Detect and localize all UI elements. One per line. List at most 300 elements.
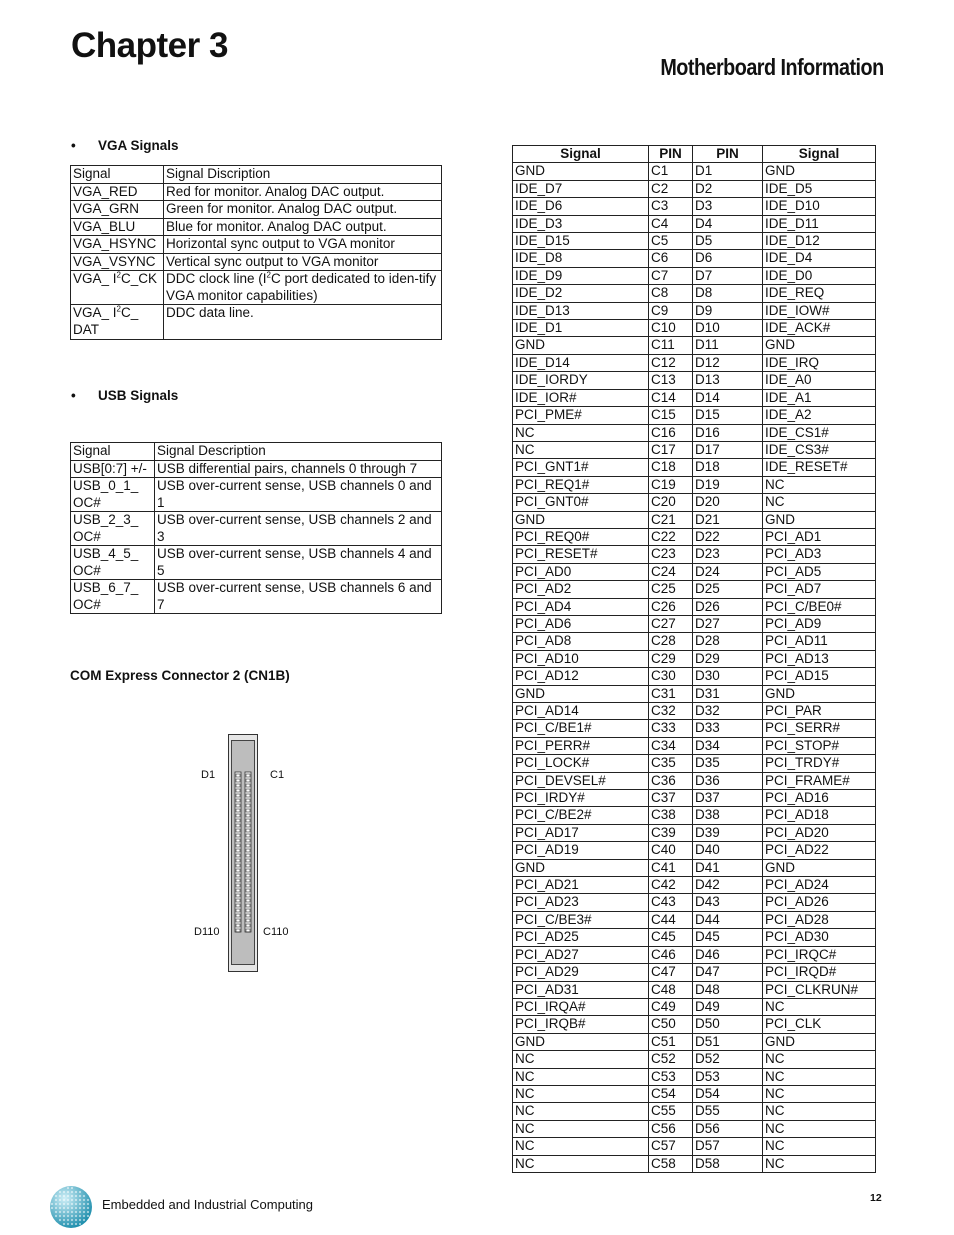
logo-dot xyxy=(63,1219,65,1221)
signal-c: PCI_AD21 xyxy=(513,877,649,894)
table-row xyxy=(513,877,876,894)
signal-description: USB differential pairs, channels 0 through 7 xyxy=(155,460,442,478)
signal-description: Red for monitor. Analog DAC output. xyxy=(164,183,442,201)
connector-heading: COM Express Connector 2 (CN1B) xyxy=(70,668,290,683)
pin-c: C56 xyxy=(649,1120,693,1137)
signal-d: IDE_REQ xyxy=(763,285,876,302)
signal-c: PCI_AD14 xyxy=(513,703,649,720)
pin-d: D41 xyxy=(693,859,763,876)
signal-d: IDE_A0 xyxy=(763,372,876,389)
pin-c: C3 xyxy=(649,198,693,215)
signal-c: PCI_PERR# xyxy=(513,737,649,754)
signal-name: VGA_HSYNC xyxy=(71,236,164,254)
pin-d: D11 xyxy=(693,337,763,354)
signal-c: NC xyxy=(513,1068,649,1085)
logo-dot xyxy=(67,1191,69,1193)
table-row xyxy=(513,528,876,545)
logo-dot xyxy=(75,1199,77,1201)
signal-d: PCI_AD1 xyxy=(763,528,876,545)
pin-c: C33 xyxy=(649,720,693,737)
logo-dot xyxy=(59,1191,61,1193)
pin-c: C6 xyxy=(649,250,693,267)
pin-c: C50 xyxy=(649,1016,693,1033)
bullet-icon: • xyxy=(71,388,76,403)
pin-d: D12 xyxy=(693,354,763,371)
signal-name: VGA_VSYNC xyxy=(71,253,164,271)
signal-d: NC xyxy=(763,1155,876,1172)
logo-dot xyxy=(63,1211,65,1213)
table-row xyxy=(513,563,876,580)
signal-d: PCI_AD30 xyxy=(763,929,876,946)
table-row xyxy=(513,1051,876,1068)
logo-dot xyxy=(83,1211,85,1213)
signal-description: Vertical sync output to VGA monitor xyxy=(164,253,442,271)
logo-dot xyxy=(87,1199,89,1201)
signal-c: PCI_AD4 xyxy=(513,598,649,615)
logo-dot xyxy=(75,1191,77,1193)
signal-c: IDE_IORDY xyxy=(513,372,649,389)
pin-c: C30 xyxy=(649,668,693,685)
pin-c: C25 xyxy=(649,581,693,598)
logo-dot xyxy=(71,1219,73,1221)
pin-c: C4 xyxy=(649,215,693,232)
pin-c: C51 xyxy=(649,1033,693,1050)
pin-c: C23 xyxy=(649,546,693,563)
pin-d: D48 xyxy=(693,981,763,998)
logo-dot xyxy=(79,1195,81,1197)
pin-c: C17 xyxy=(649,441,693,458)
pin-c: C14 xyxy=(649,389,693,406)
logo-dot xyxy=(55,1195,57,1197)
table-row xyxy=(513,842,876,859)
signal-name xyxy=(71,271,164,305)
table-row xyxy=(71,218,442,236)
logo-dot xyxy=(71,1207,73,1209)
company-logo-icon xyxy=(48,1184,94,1230)
logo-dot xyxy=(83,1199,85,1201)
table-row xyxy=(513,441,876,458)
table-row xyxy=(513,389,876,406)
pin-c: C5 xyxy=(649,233,693,250)
signal-name xyxy=(71,305,164,340)
pin-d: D46 xyxy=(693,946,763,963)
signal-d: IDE_A1 xyxy=(763,389,876,406)
signal-d: PCI_IRQC# xyxy=(763,946,876,963)
signal-c: NC xyxy=(513,441,649,458)
table-row xyxy=(513,737,876,754)
pin-c: C19 xyxy=(649,476,693,493)
logo-dot xyxy=(75,1203,77,1205)
pin-d: D15 xyxy=(693,407,763,424)
bullet-icon: • xyxy=(71,138,76,153)
signal-c: IDE_D7 xyxy=(513,180,649,197)
pin-d: D56 xyxy=(693,1120,763,1137)
signal-c: IDE_D14 xyxy=(513,354,649,371)
pin-d: D29 xyxy=(693,650,763,667)
logo-dot xyxy=(87,1207,89,1209)
signal-c: PCI_C/BE2# xyxy=(513,807,649,824)
table-row xyxy=(513,1138,876,1155)
table-row xyxy=(71,580,442,614)
table-row xyxy=(513,703,876,720)
pin-d: D22 xyxy=(693,528,763,545)
pin-c: C42 xyxy=(649,877,693,894)
table-row xyxy=(71,460,442,478)
pin-c: C36 xyxy=(649,772,693,789)
signal-d: NC xyxy=(763,1120,876,1137)
logo-dot xyxy=(67,1215,69,1217)
signal-c: NC xyxy=(513,1085,649,1102)
logo-dot xyxy=(71,1223,73,1225)
pin-d: D50 xyxy=(693,1016,763,1033)
superscript: 2 xyxy=(116,270,121,280)
logo-dot xyxy=(75,1195,77,1197)
table-row xyxy=(513,911,876,928)
logo-dot xyxy=(79,1211,81,1213)
pin-d: D5 xyxy=(693,233,763,250)
logo-dot xyxy=(51,1207,53,1209)
table-row xyxy=(513,859,876,876)
pin-c: C18 xyxy=(649,459,693,476)
table-row xyxy=(513,267,876,284)
pin-d: D9 xyxy=(693,302,763,319)
table-row xyxy=(513,1033,876,1050)
table-row xyxy=(513,198,876,215)
logo-dot xyxy=(79,1223,81,1225)
signal-c: IDE_D15 xyxy=(513,233,649,250)
pin-d: D6 xyxy=(693,250,763,267)
pin-c: C47 xyxy=(649,964,693,981)
signal-c: PCI_AD27 xyxy=(513,946,649,963)
pin-d: D32 xyxy=(693,703,763,720)
column-header: Signal xyxy=(513,146,649,163)
logo-dot xyxy=(75,1211,77,1213)
table-row xyxy=(513,598,876,615)
table-row xyxy=(513,964,876,981)
table-row xyxy=(71,271,442,305)
pin-d: D26 xyxy=(693,598,763,615)
signal-c: NC xyxy=(513,1138,649,1155)
signal-c: PCI_AD25 xyxy=(513,929,649,946)
pin-d: D24 xyxy=(693,563,763,580)
pin-c: C12 xyxy=(649,354,693,371)
table-row xyxy=(513,929,876,946)
pin-d: D20 xyxy=(693,494,763,511)
signal-d: IDE_RESET# xyxy=(763,459,876,476)
pin-d: D25 xyxy=(693,581,763,598)
signal-d: GND xyxy=(763,685,876,702)
pin-d: D3 xyxy=(693,198,763,215)
pin-c: C37 xyxy=(649,790,693,807)
signal-d: NC xyxy=(763,494,876,511)
signal-c: PCI_AD29 xyxy=(513,964,649,981)
logo-dot xyxy=(55,1211,57,1213)
pin-d: D1 xyxy=(693,163,763,180)
pin-c: C52 xyxy=(649,1051,693,1068)
signal-c: PCI_REQ1# xyxy=(513,476,649,493)
logo-dot xyxy=(55,1207,57,1209)
signal-description: USB over-current sense, USB channels 0 and 1 xyxy=(155,478,442,512)
pin-c: C11 xyxy=(649,337,693,354)
pin-d: D53 xyxy=(693,1068,763,1085)
logo-dot xyxy=(55,1203,57,1205)
signal-d: PCI_IRQD# xyxy=(763,964,876,981)
pin-c: C28 xyxy=(649,633,693,650)
signal-name: USB[0:7] +/- xyxy=(71,460,155,478)
table-row xyxy=(513,1016,876,1033)
column-header: PIN xyxy=(693,146,763,163)
table-row xyxy=(513,650,876,667)
signal-d: PCI_AD5 xyxy=(763,563,876,580)
logo-dot xyxy=(75,1207,77,1209)
table-row xyxy=(513,998,876,1015)
pin-c: C38 xyxy=(649,807,693,824)
table-header-row xyxy=(513,146,876,163)
logo-dot xyxy=(63,1223,65,1225)
signal-c: IDE_IOR# xyxy=(513,389,649,406)
superscript: 2 xyxy=(266,270,271,280)
logo-dot xyxy=(67,1219,69,1221)
signal-description: USB over-current sense, USB channels 4 and 5 xyxy=(155,546,442,580)
pin-c: C57 xyxy=(649,1138,693,1155)
signal-d: PCI_C/BE0# xyxy=(763,598,876,615)
pin-d: D13 xyxy=(693,372,763,389)
logo-dot xyxy=(71,1191,73,1193)
pin-c: C53 xyxy=(649,1068,693,1085)
table-row xyxy=(513,946,876,963)
column-header: Signal xyxy=(763,146,876,163)
pin-c: C15 xyxy=(649,407,693,424)
table-row xyxy=(513,581,876,598)
logo-dot xyxy=(71,1195,73,1197)
signal-c: NC xyxy=(513,1120,649,1137)
logo-dot xyxy=(83,1195,85,1197)
table-row xyxy=(513,807,876,824)
signal-d: IDE_CS1# xyxy=(763,424,876,441)
vga-signals-table xyxy=(70,165,442,340)
signal-c: NC xyxy=(513,424,649,441)
usb-heading: • USB Signals xyxy=(71,388,179,403)
logo-dot xyxy=(67,1223,69,1225)
pin-d: D19 xyxy=(693,476,763,493)
logo-dot xyxy=(83,1215,85,1217)
pin-c: C21 xyxy=(649,511,693,528)
pin-d: D16 xyxy=(693,424,763,441)
logo-dot xyxy=(79,1219,81,1221)
signal-name: USB_0_1_ OC# xyxy=(71,478,155,512)
signal-name: USB_2_3_ OC# xyxy=(71,512,155,546)
logo-dot xyxy=(59,1207,61,1209)
signal-d: GND xyxy=(763,859,876,876)
signal-c: NC xyxy=(513,1051,649,1068)
pin-d: D39 xyxy=(693,824,763,841)
signal-d: PCI_CLKRUN# xyxy=(763,981,876,998)
pin-c: C20 xyxy=(649,494,693,511)
connector-label-c110: C110 xyxy=(263,926,289,938)
footer-company: Embedded and Industrial Computing xyxy=(102,1197,314,1212)
pin-c: C2 xyxy=(649,180,693,197)
table-row xyxy=(513,476,876,493)
column-header: Signal Description xyxy=(155,443,442,461)
signal-c: GND xyxy=(513,511,649,528)
logo-dot xyxy=(79,1207,81,1209)
pin-d: D28 xyxy=(693,633,763,650)
logo-dot xyxy=(71,1211,73,1213)
pin-d: D30 xyxy=(693,668,763,685)
signal-d: PCI_PAR xyxy=(763,703,876,720)
signal-d: IDE_D10 xyxy=(763,198,876,215)
pin-d: D31 xyxy=(693,685,763,702)
pin-c: C40 xyxy=(649,842,693,859)
pin-c: C45 xyxy=(649,929,693,946)
pin-d: D55 xyxy=(693,1103,763,1120)
table-row xyxy=(71,183,442,201)
pin-c: C10 xyxy=(649,320,693,337)
connector-diagram xyxy=(228,734,259,973)
table-row xyxy=(513,1103,876,1120)
pin-c: C13 xyxy=(649,372,693,389)
pin-d: D18 xyxy=(693,459,763,476)
column-header: Signal Discription xyxy=(164,166,442,184)
signal-name: USB_6_7_ OC# xyxy=(71,580,155,614)
logo-dot xyxy=(87,1203,89,1205)
signal-d: NC xyxy=(763,1051,876,1068)
table-row xyxy=(513,215,876,232)
logo-dot xyxy=(75,1223,77,1225)
pin-c: C16 xyxy=(649,424,693,441)
signal-d: PCI_AD18 xyxy=(763,807,876,824)
signal-d: PCI_FRAME# xyxy=(763,772,876,789)
table-row xyxy=(513,180,876,197)
signal-d: PCI_AD26 xyxy=(763,894,876,911)
table-row xyxy=(513,354,876,371)
signal-c: PCI_RESET# xyxy=(513,546,649,563)
pin-c: C49 xyxy=(649,998,693,1015)
signal-c: PCI_IRQA# xyxy=(513,998,649,1015)
pin-d: D54 xyxy=(693,1085,763,1102)
pin-d: D35 xyxy=(693,755,763,772)
signal-d: PCI_AD11 xyxy=(763,633,876,650)
signal-d: IDE_D0 xyxy=(763,267,876,284)
table-row xyxy=(513,685,876,702)
signal-c: GND xyxy=(513,859,649,876)
signal-d: IDE_D11 xyxy=(763,215,876,232)
table-row xyxy=(513,233,876,250)
table-row xyxy=(513,668,876,685)
signal-c: PCI_LOCK# xyxy=(513,755,649,772)
page-number: 12 xyxy=(870,1192,882,1204)
signal-name: VGA_BLU xyxy=(71,218,164,236)
pin-c: C55 xyxy=(649,1103,693,1120)
table-row xyxy=(513,320,876,337)
signal-c: NC xyxy=(513,1103,649,1120)
signal-d: NC xyxy=(763,1103,876,1120)
text-part: DDC clock line (I xyxy=(166,271,267,286)
signal-d: PCI_AD24 xyxy=(763,877,876,894)
logo-dot xyxy=(67,1199,69,1201)
signal-description: Blue for monitor. Analog DAC output. xyxy=(164,218,442,236)
column-header: PIN xyxy=(649,146,693,163)
signal-c: IDE_D13 xyxy=(513,302,649,319)
table-row xyxy=(71,236,442,254)
logo-dot xyxy=(79,1199,81,1201)
signal-d: GND xyxy=(763,511,876,528)
table-row xyxy=(513,824,876,841)
logo-dot xyxy=(55,1199,57,1201)
text-part: C port dedicated to iden-tify VGA monitor capabilities) xyxy=(166,271,437,303)
pin-d: D4 xyxy=(693,215,763,232)
pin-c: C8 xyxy=(649,285,693,302)
table-row xyxy=(71,512,442,546)
logo-dot xyxy=(83,1207,85,1209)
signal-d: IDE_D4 xyxy=(763,250,876,267)
text-part: C_CK xyxy=(120,271,157,286)
signal-c: PCI_PME# xyxy=(513,407,649,424)
text-part: C_ DAT xyxy=(73,305,139,337)
pin-d: D40 xyxy=(693,842,763,859)
table-header-row xyxy=(71,166,442,184)
pin-d: D45 xyxy=(693,929,763,946)
logo-dot xyxy=(59,1219,61,1221)
signal-d: PCI_AD28 xyxy=(763,911,876,928)
signal-c: PCI_AD23 xyxy=(513,894,649,911)
pin-d: D8 xyxy=(693,285,763,302)
pin-d: D49 xyxy=(693,998,763,1015)
signal-c: PCI_AD8 xyxy=(513,633,649,650)
signal-d: PCI_AD7 xyxy=(763,581,876,598)
pin-d: D44 xyxy=(693,911,763,928)
signal-c: PCI_AD10 xyxy=(513,650,649,667)
usb-signals-table xyxy=(70,442,442,614)
logo-dot xyxy=(67,1207,69,1209)
table-row xyxy=(513,615,876,632)
signal-c: IDE_D1 xyxy=(513,320,649,337)
signal-c: PCI_GNT1# xyxy=(513,459,649,476)
signal-c: GND xyxy=(513,163,649,180)
signal-d: PCI_TRDY# xyxy=(763,755,876,772)
logo-dot xyxy=(59,1195,61,1197)
signal-c: PCI_AD6 xyxy=(513,615,649,632)
pin-d: D36 xyxy=(693,772,763,789)
table-row xyxy=(513,407,876,424)
signal-c: PCI_C/BE3# xyxy=(513,911,649,928)
signal-d: IDE_CS3# xyxy=(763,441,876,458)
signal-d: IDE_D5 xyxy=(763,180,876,197)
pin-d: D38 xyxy=(693,807,763,824)
logo-dot xyxy=(63,1191,65,1193)
table-row xyxy=(513,790,876,807)
signal-d: NC xyxy=(763,1068,876,1085)
connector-label-c1: C1 xyxy=(270,769,285,781)
logo-dot xyxy=(83,1219,85,1221)
signal-description: USB over-current sense, USB channels 2 and 3 xyxy=(155,512,442,546)
connector-label-d1: D1 xyxy=(201,769,216,781)
pin-d: D34 xyxy=(693,737,763,754)
pin-d: D37 xyxy=(693,790,763,807)
pin-c: C48 xyxy=(649,981,693,998)
signal-description: Horizontal sync output to VGA monitor xyxy=(164,236,442,254)
signal-c: PCI_C/BE1# xyxy=(513,720,649,737)
pin-d: D42 xyxy=(693,877,763,894)
logo-dot xyxy=(63,1203,65,1205)
pin-d: D23 xyxy=(693,546,763,563)
pin-c: C39 xyxy=(649,824,693,841)
logo-dot xyxy=(59,1203,61,1205)
signal-c: PCI_DEVSEL# xyxy=(513,772,649,789)
signal-d: PCI_SERR# xyxy=(763,720,876,737)
logo-dot xyxy=(71,1203,73,1205)
logo-dot xyxy=(59,1199,61,1201)
